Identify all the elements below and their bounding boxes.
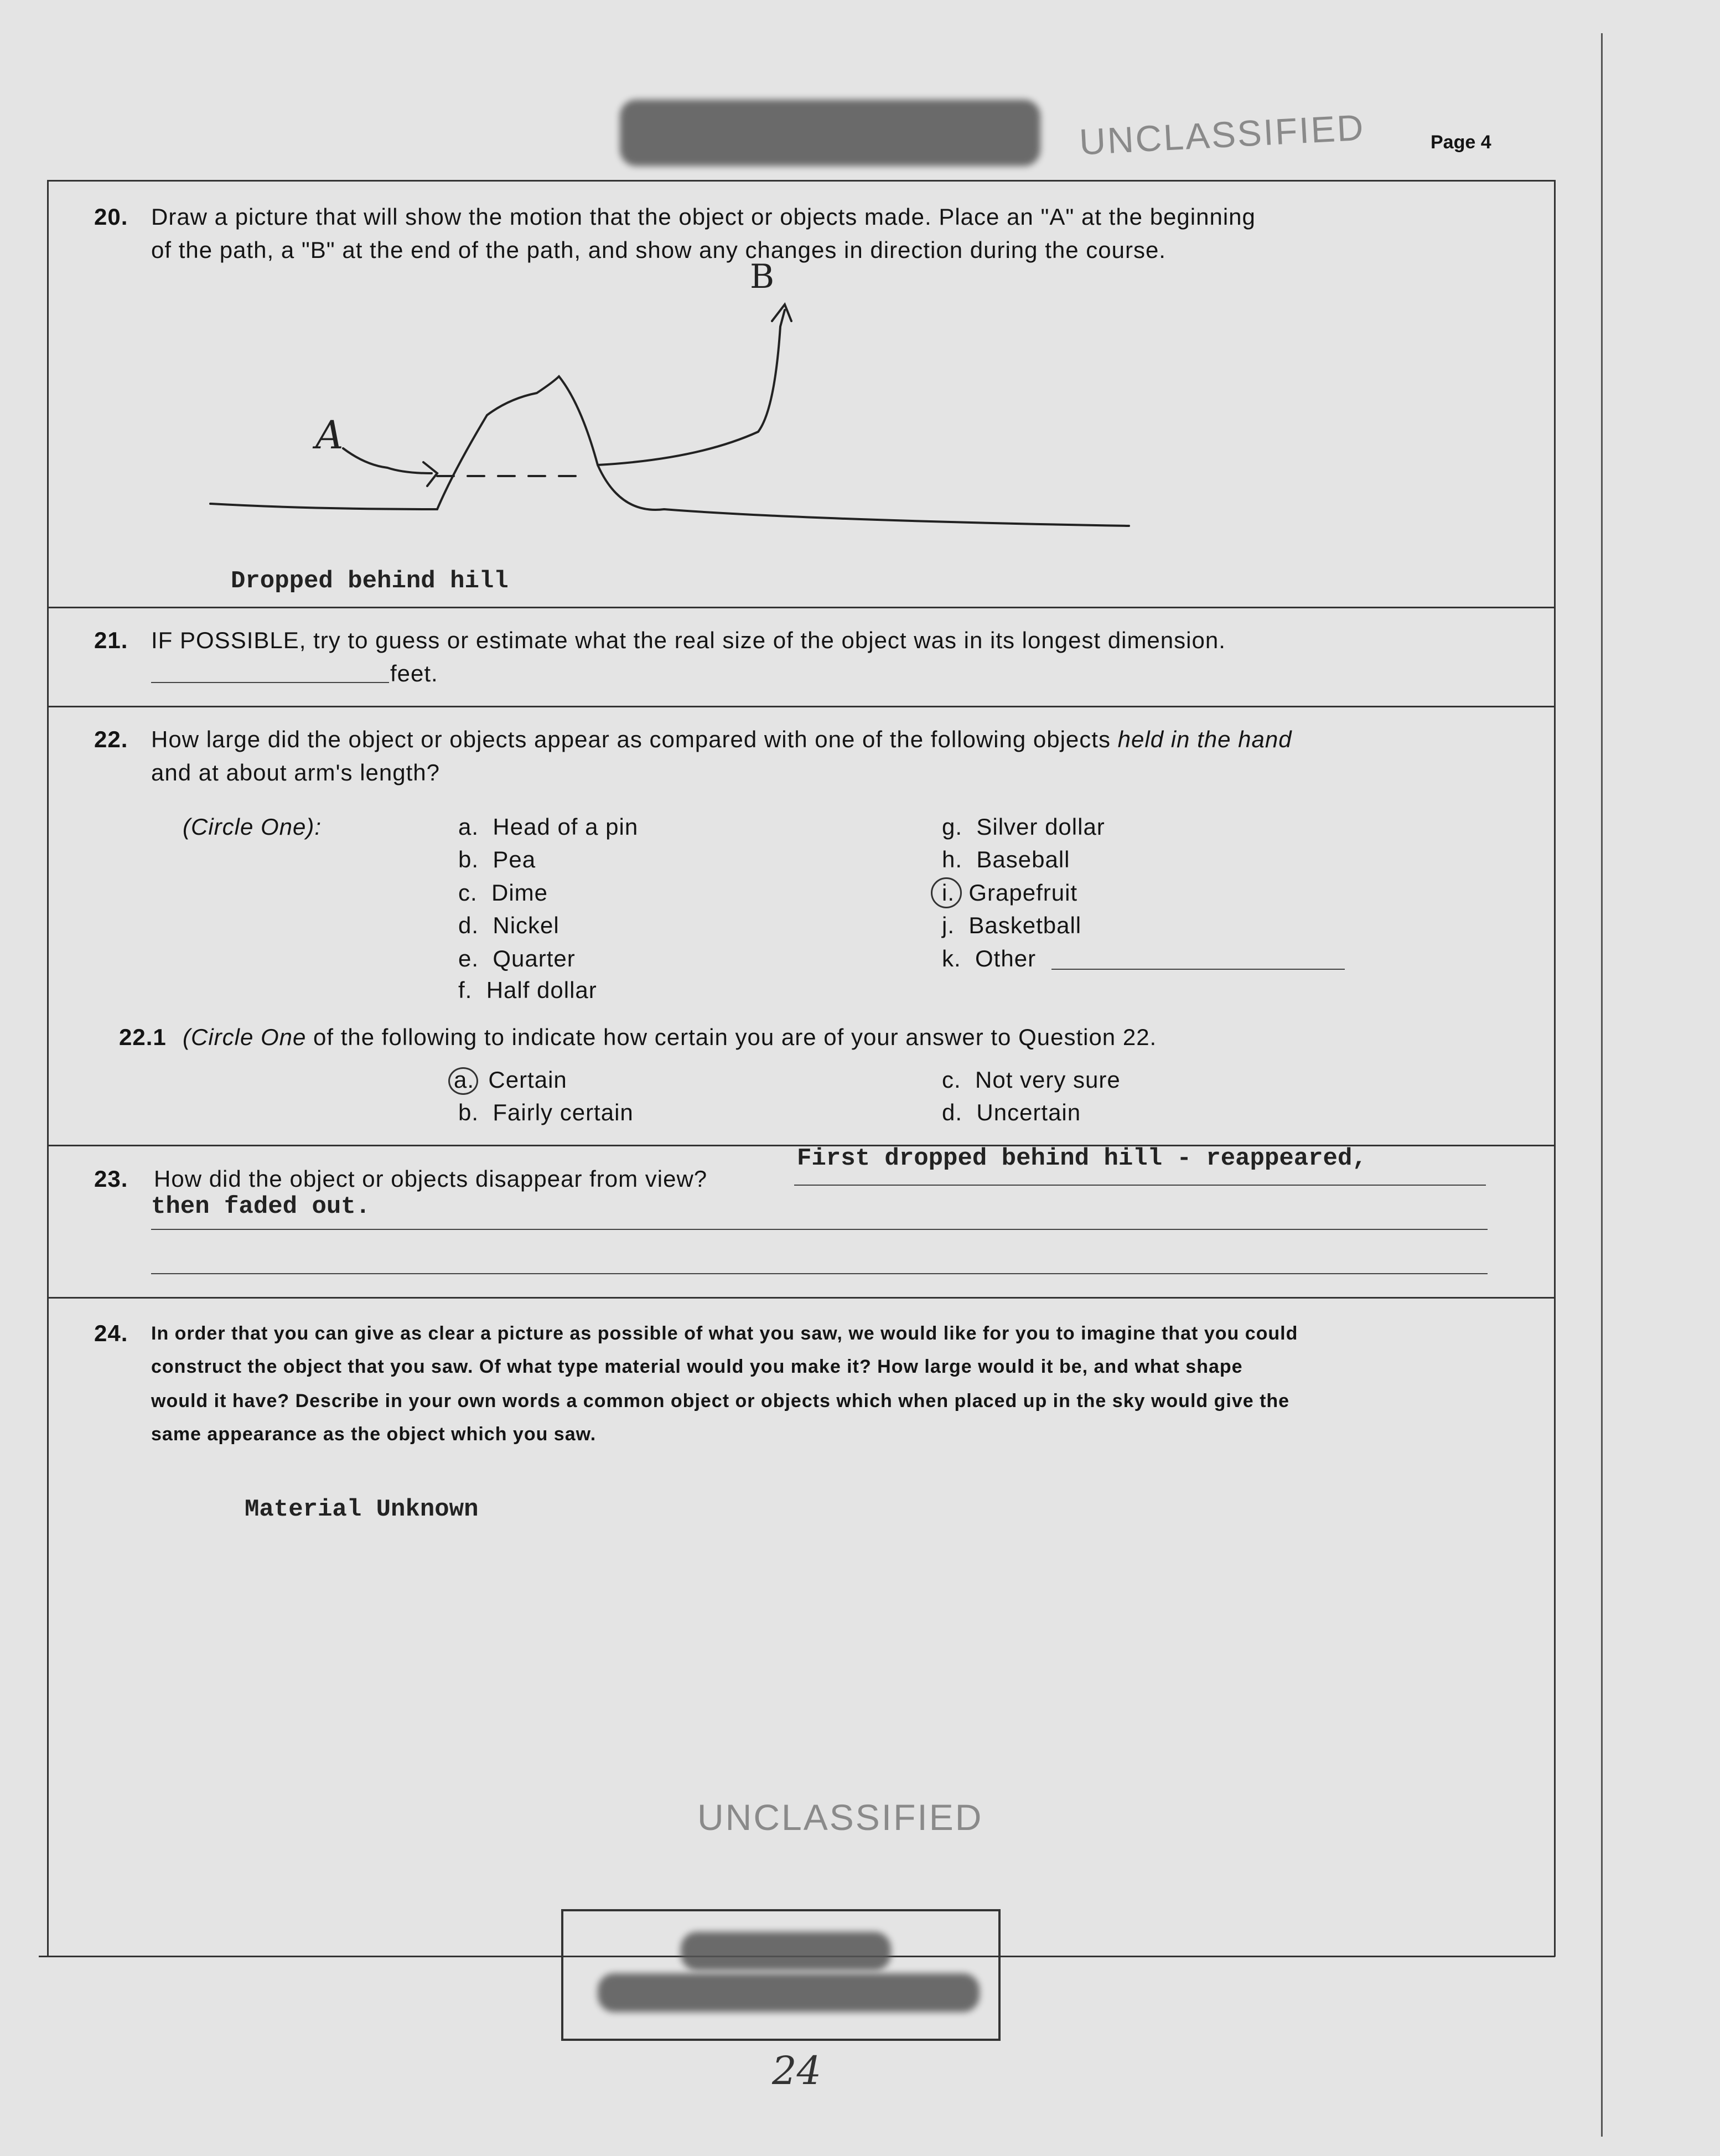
question-text-part: How large did the object or objects appear as compared with one of the following objects bbox=[151, 726, 1118, 752]
label-b: B bbox=[750, 260, 775, 296]
form-border-left bbox=[47, 180, 49, 1957]
question-number: 21. bbox=[94, 627, 128, 653]
divider bbox=[47, 607, 1555, 608]
option-i-selected[interactable]: i. Grapefruit bbox=[942, 880, 1078, 906]
question-text: construct the object that you saw. Of what type material would you make it? How large would it be, and what shape bbox=[151, 1356, 1243, 1377]
question-text: of the path, a "B" at the end of the path, and show any changes in direction during the course. bbox=[151, 237, 1166, 263]
option-h[interactable]: h. Baseball bbox=[942, 846, 1070, 872]
option-b[interactable]: b. Pea bbox=[458, 846, 536, 872]
question-text-part: of the following to indicate how certain you are of your answer to Question 22. bbox=[306, 1024, 1157, 1050]
question-text-italic: (Circle One bbox=[183, 1024, 307, 1050]
question-text: IF POSSIBLE, try to guess or estimate what the real size of the object was in its longest dimension. bbox=[151, 627, 1226, 653]
form-border-top bbox=[47, 180, 1555, 182]
handwritten-page-number: 24 bbox=[772, 2048, 822, 2093]
question-text: Draw a picture that will show the motion that the object or objects made. Place an "A" at the beginning bbox=[151, 204, 1256, 230]
circle-one-instruction: (Circle One): bbox=[183, 814, 322, 840]
option-d[interactable]: d. Nickel bbox=[458, 912, 559, 938]
redaction-smudge bbox=[681, 1932, 891, 1971]
classification-stamp: UNCLASSIFIED bbox=[1078, 106, 1366, 163]
certainty-option-c[interactable]: c. Not very sure bbox=[942, 1067, 1121, 1093]
certainty-option-d[interactable]: d. Uncertain bbox=[942, 1099, 1081, 1125]
page-edge-line bbox=[1601, 33, 1603, 2137]
question-text bbox=[151, 726, 1292, 753]
answer-line[interactable] bbox=[794, 1185, 1486, 1186]
divider bbox=[47, 1297, 1555, 1299]
other-answer-line[interactable] bbox=[1051, 969, 1345, 970]
redaction-smudge bbox=[620, 100, 1040, 166]
option-a[interactable]: a. Head of a pin bbox=[458, 814, 639, 840]
option-k[interactable]: k. Other bbox=[942, 945, 1037, 971]
q24-answer: Material Unknown bbox=[245, 1496, 479, 1523]
classification-stamp: UNCLASSIFIED bbox=[697, 1797, 983, 1838]
motion-path-drawing bbox=[199, 260, 1140, 548]
unit-label: feet. bbox=[390, 660, 438, 686]
question-number: 22.1 bbox=[119, 1024, 167, 1050]
certainty-option-a-selected[interactable]: a. Certain bbox=[454, 1067, 567, 1093]
q23-answer-line1: First dropped behind hill - reappeared, bbox=[797, 1145, 1367, 1172]
question-number: 23. bbox=[94, 1166, 128, 1192]
answer-line[interactable] bbox=[151, 1273, 1488, 1274]
option-g[interactable]: g. Silver dollar bbox=[942, 814, 1105, 840]
certainty-option-b[interactable]: b. Fairly certain bbox=[458, 1099, 634, 1125]
option-e[interactable]: e. Quarter bbox=[458, 945, 576, 971]
question-text: same appearance as the object which you saw. bbox=[151, 1424, 597, 1445]
selection-circle bbox=[931, 877, 962, 908]
q20-answer: Dropped behind hill bbox=[231, 567, 509, 595]
selection-circle bbox=[448, 1067, 478, 1095]
question-number: 22. bbox=[94, 726, 128, 752]
divider bbox=[47, 706, 1555, 707]
label-a: A bbox=[315, 412, 344, 458]
option-f[interactable]: f. Half dollar bbox=[458, 977, 597, 1003]
question-text: In order that you can give as clear a picture as possible of what you saw, we would like for you to imagine that you could bbox=[151, 1323, 1298, 1344]
question-text: How did the object or objects disappear from view? bbox=[154, 1166, 708, 1192]
question-text: and at about arm's length? bbox=[151, 759, 441, 785]
question-number: 20. bbox=[94, 204, 128, 230]
question-number: 24. bbox=[94, 1320, 128, 1346]
question-text: would it have? Describe in your own words a common object or objects which when placed up in the sky would give the bbox=[151, 1390, 1290, 1412]
option-j[interactable]: j. Basketball bbox=[942, 912, 1082, 938]
question-text bbox=[183, 1024, 1157, 1051]
page-number: Page 4 bbox=[1431, 132, 1491, 153]
form-border-right bbox=[1554, 180, 1556, 1957]
redaction-smudge bbox=[598, 1973, 980, 2012]
question-text-italic: held in the hand bbox=[1117, 726, 1292, 752]
option-c[interactable]: c. Dime bbox=[458, 880, 548, 906]
answer-line[interactable] bbox=[151, 1229, 1488, 1230]
size-answer-line[interactable] bbox=[151, 682, 389, 683]
q23-answer-line2: then faded out. bbox=[151, 1193, 371, 1221]
